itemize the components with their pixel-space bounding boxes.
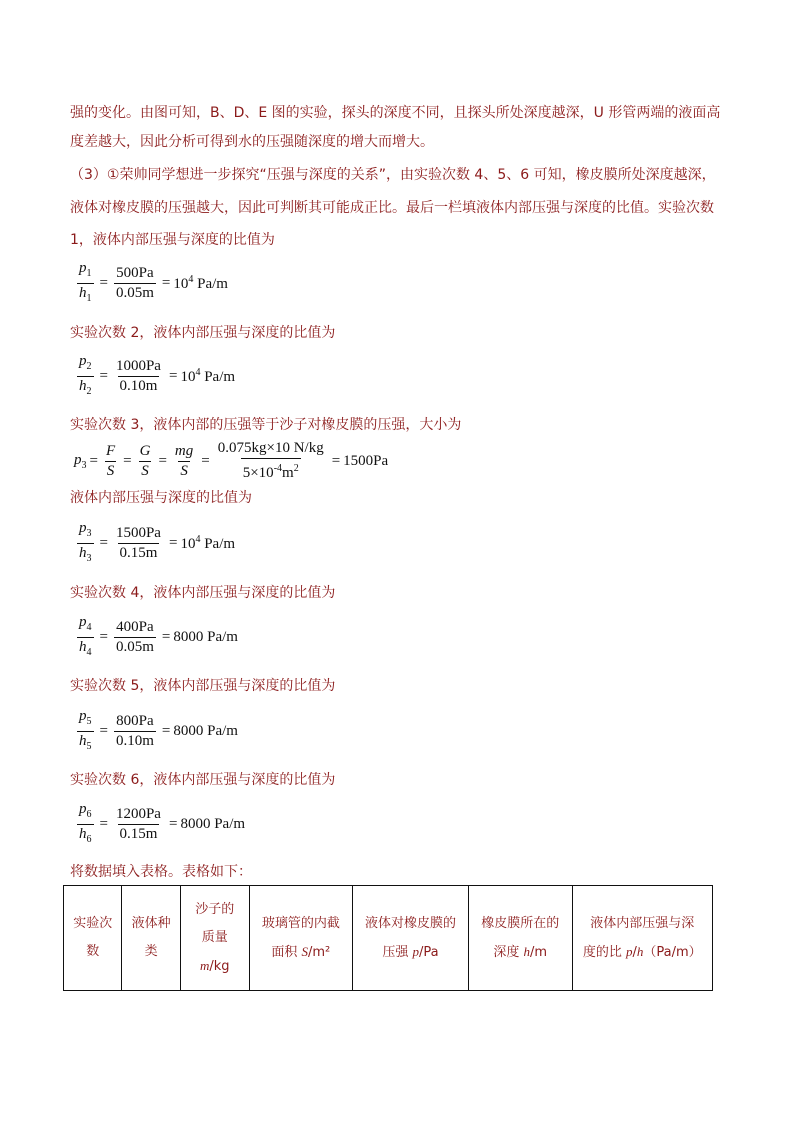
value-fraction: $\frac{1000Pa}{0.10m}$ — [115, 358, 161, 394]
table-intro: 将数据填入表格。表格如下： — [70, 864, 252, 880]
equation-4: $\frac{p_4}{h_4}$ = $\frac{400Pa}{0.05m}$ = 8000 Pa/m — [74, 614, 238, 661]
result: $10^4$ Pa/m — [173, 274, 228, 292]
equation-3: $p_3$ = $\frac{F}{S}$ = $\frac{G}{S}$ = $\frac{mg}{S}$ = $\frac{0.075kg\times 10 N/kg}{5\times 10^{-4}m^2}$ = 1500Pa — [74, 440, 389, 481]
result: 8000 Pa/m — [180, 816, 246, 832]
paragraph-line: 液体对橡皮膜的压强越大，因此可判断其可能成正比。最后一栏填液体内部压强与深度的比值。实验次数 — [70, 200, 714, 216]
paragraph-line: 1，液体内部压强与深度的比值为 — [70, 232, 275, 248]
paragraph-line: （3）①荣帅同学想进一步探究“压强与深度的关系”，由实验次数 4、5、6 可知，橡皮膜所处深度越深， — [70, 167, 716, 183]
result: $10^4$ Pa/m — [180, 367, 236, 385]
paragraph-line: 强的变化。由图可知，B、D、E 图的实验，探头的深度不同，且探头所处深度越深，U 形管两端的液面高 — [70, 105, 721, 121]
value-fraction: $\frac{0.075kg\times 10 N/kg}{5\times 10^{-4}m^2}$ — [217, 440, 324, 481]
data-table — [63, 885, 713, 991]
step-label: 实验次数 3，液体内部的压强等于沙子对橡皮膜的压强，大小为 — [70, 417, 462, 433]
equation-5: $\frac{p_5}{h_5}$ = $\frac{800Pa}{0.10m}$ = 8000 Pa/m — [74, 708, 238, 755]
equation-1: $\frac{p_1}{h_1}$ = $\frac{500Pa}{0.05m}$ = $10^4$ Pa/m — [74, 260, 228, 307]
header-depth: 橡皮膜所在的 深度 h/m — [468, 886, 572, 991]
ratio-fraction: $\frac{p_2}{h_2}$ — [77, 353, 94, 400]
header-ratio: 液体内部压强与深 度的比 p/h（Pa/m） — [572, 886, 713, 991]
step-label: 液体内部压强与深度的比值为 — [70, 490, 252, 506]
step-label: 实验次数 5，液体内部压强与深度的比值为 — [70, 678, 336, 694]
result: 8000 Pa/m — [173, 723, 238, 739]
result: 8000 Pa/m — [173, 629, 238, 645]
ratio-fraction: $\frac{p_1}{h_1}$ — [77, 260, 94, 307]
value-fraction: $\frac{500Pa}{0.05m}$ — [115, 265, 154, 301]
header-trial: 实验次 数 — [64, 886, 122, 991]
equation-6: $\frac{p_6}{h_6}$ = $\frac{1200Pa}{0.15m}$ = 8000 Pa/m — [74, 801, 245, 848]
header-sand-mass: 沙子的 质量 m/kg — [180, 886, 249, 991]
header-liquid-type: 液体种 类 — [122, 886, 180, 991]
equation-2: $\frac{p_2}{h_2}$ = $\frac{1000Pa}{0.10m}$ = $10^4$ Pa/m — [74, 353, 235, 400]
result: 1500Pa — [343, 452, 389, 469]
result: $10^4$ Pa/m — [180, 534, 236, 552]
step-label: 实验次数 6，液体内部压强与深度的比值为 — [70, 772, 336, 788]
table-header-row — [64, 886, 713, 991]
equation-3b: $\frac{p_3}{h_3}$ = $\frac{1500Pa}{0.15m}$ = $10^4$ Pa/m — [74, 520, 235, 567]
paragraph-line: 度差越大，因此分析可得到水的压强随深度的增大而增大。 — [70, 134, 434, 150]
step-label: 实验次数 4，液体内部压强与深度的比值为 — [70, 585, 336, 601]
header-tube-area: 玻璃管的内截 面积 S/m² — [249, 886, 353, 991]
header-pressure: 液体对橡皮膜的 压强 p/Pa — [353, 886, 469, 991]
step-label: 实验次数 2，液体内部压强与深度的比值为 — [70, 325, 336, 341]
